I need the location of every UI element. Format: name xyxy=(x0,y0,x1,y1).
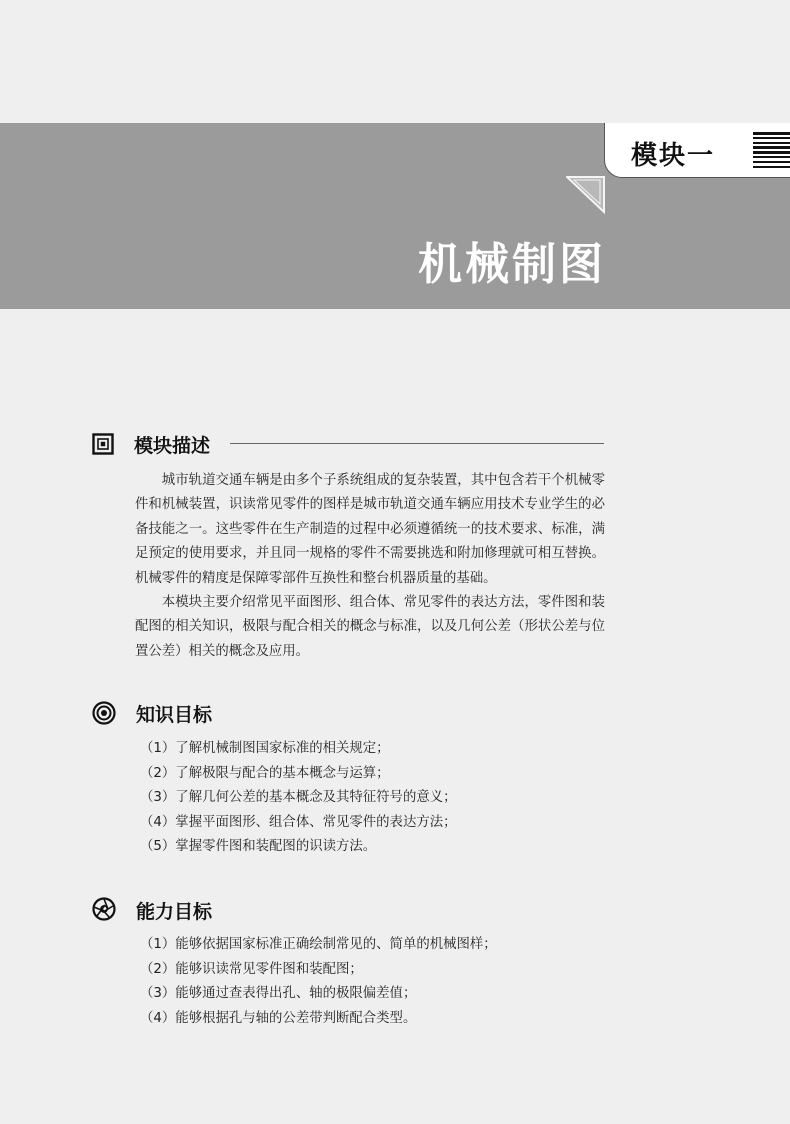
list-item: （5）掌握零件图和装配图的识读方法。 xyxy=(140,839,377,855)
module-label: 模块一 xyxy=(631,141,716,171)
folded-corner-decoration xyxy=(566,176,606,214)
list-item: （4）能够根据孔与轴的公差带判断配合类型。 xyxy=(140,1010,417,1026)
list-item: （1）能够依据国家标准正确绘制常见的、简单的机械图样； xyxy=(140,937,497,952)
section-title-ability: 能力目标 xyxy=(136,901,213,923)
list-item: （2）了解极限与配合的基本概念与运算； xyxy=(140,765,390,781)
list-item: （1）了解机械制图国家标准的相关规定； xyxy=(140,741,390,756)
description-paragraph-2: 本模块主要介绍常见平面图形、组合体、常见零件的表达方法，零件图和装配图的相关知识，极限与配合相关的概念与标准，以及几何公差（形状公差与位置公差）相关的概念及应用。 xyxy=(135,595,605,659)
section-title-knowledge: 知识目标 xyxy=(136,704,213,726)
aperture-icon xyxy=(92,897,116,921)
description-paragraph-1: 城市轨道交通车辆是由多个子系统组成的复杂装置，其中包含若干个机械零件和机械装置，识读常见零件的图样是城市轨道交通车辆应用技术专业学生的必备技能之一。这些零件在生产制造的过程中必须遵循统一的技术要求、标准，满足预定的使用要求，并且同一规格的零件不需要挑选和附加修理就可相互替换。机械零件的精度是保障零部件互换性和整台机器质量的基础。 xyxy=(135,473,605,586)
module-tab xyxy=(604,123,790,178)
list-item: （3）能够通过查表得出孔、轴的极限偏差值； xyxy=(140,986,417,1002)
chapter-title: 机械制图 xyxy=(418,239,606,290)
section-divider xyxy=(230,443,604,444)
list-item: （3）了解几何公差的基本概念及其特征符号的意义； xyxy=(140,790,457,806)
ability-goals-list xyxy=(140,933,497,1031)
square-target-icon xyxy=(92,433,114,455)
section-title-description: 模块描述 xyxy=(134,435,211,457)
concentric-circle-icon xyxy=(92,701,116,725)
knowledge-goals-list xyxy=(140,737,457,860)
list-item: （4）掌握平面图形、组合体、常见零件的表达方法； xyxy=(140,814,457,830)
list-item: （2）能够识读常见零件图和装配图； xyxy=(140,961,363,977)
stripes-decoration xyxy=(753,132,790,170)
